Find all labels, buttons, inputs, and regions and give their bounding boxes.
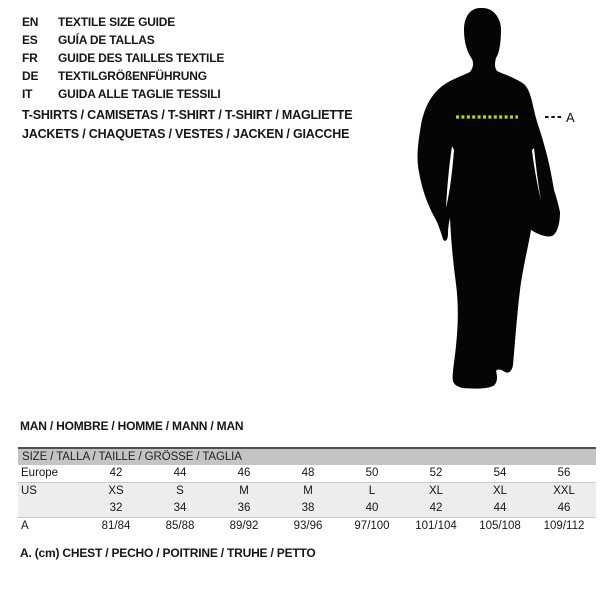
- man-silhouette-path: [418, 8, 560, 389]
- size-cell: XL: [428, 485, 444, 497]
- size-cell: 34: [173, 502, 187, 514]
- section-heading-man: MAN / HOMBRE / HOMME / MANN / MAN: [20, 419, 244, 433]
- category-line-jackets: JACKETS / CHAQUETAS / VESTES / JACKEN / GIACCHE: [22, 127, 350, 141]
- language-row: [22, 13, 224, 31]
- size-cell: 109/112: [543, 520, 585, 532]
- size-cell: M: [239, 485, 249, 497]
- size-cell: 105/108: [479, 520, 521, 532]
- language-row: [22, 67, 224, 85]
- row-label: A: [21, 520, 29, 532]
- table-row-us: [18, 482, 596, 500]
- size-cell: 32: [109, 502, 123, 514]
- size-cell: 42: [429, 502, 443, 514]
- size-cell: 54: [493, 467, 507, 479]
- man-silhouette-svg: [410, 0, 600, 400]
- measure-label-a: A: [566, 110, 575, 125]
- size-cell: 36: [237, 502, 251, 514]
- table-row-chest-cm: [18, 517, 596, 535]
- size-cell: XS: [108, 485, 124, 497]
- language-code: FR: [22, 51, 38, 65]
- table-row-numeric: [18, 500, 596, 517]
- language-code: EN: [22, 15, 39, 29]
- language-row: [22, 49, 224, 67]
- language-title: GUIDE DES TAILLES TEXTILE: [58, 51, 225, 65]
- size-cell: 46: [237, 467, 251, 479]
- size-cell: S: [176, 485, 184, 497]
- size-cell: 101/104: [415, 520, 457, 532]
- size-cell: 46: [557, 502, 571, 514]
- size-cell: 89/92: [229, 520, 259, 532]
- language-title: GUÍA DE TALLAS: [58, 33, 155, 47]
- garment-categories: [22, 106, 352, 144]
- size-cell: XL: [492, 485, 508, 497]
- size-table-header: SIZE / TALLA / TAILLE / GRÖSSE / TAGLIA: [18, 449, 596, 465]
- language-title: TEXTILE SIZE GUIDE: [58, 15, 176, 29]
- size-cell: M: [303, 485, 313, 497]
- language-row: [22, 31, 224, 49]
- language-code: IT: [22, 87, 33, 101]
- size-cell: 44: [173, 467, 187, 479]
- size-cell: 52: [429, 467, 443, 479]
- man-silhouette-figure: [410, 0, 600, 400]
- row-label: [18, 500, 84, 517]
- language-title: TEXTILGRÖßENFÜHRUNG: [58, 69, 207, 83]
- size-cell: 44: [493, 502, 507, 514]
- size-cell: XXL: [553, 485, 575, 497]
- category-line-tshirts: T-SHIRTS / CAMISETAS / T-SHIRT / T-SHIRT / MAGLIETTE: [22, 108, 353, 122]
- chest-measure-footnote: A. (cm) CHEST / PECHO / POITRINE / TRUHE / PETTO: [20, 546, 316, 560]
- row-label: US: [21, 485, 37, 497]
- row-label: Europe: [21, 467, 59, 479]
- table-row-europe: [18, 465, 596, 482]
- size-cell: L: [368, 485, 376, 497]
- language-code: ES: [22, 33, 38, 47]
- size-cell: 56: [557, 467, 571, 479]
- size-table: [18, 447, 596, 535]
- size-cell: 50: [365, 467, 379, 479]
- language-code: DE: [22, 69, 39, 83]
- size-cell: 93/96: [293, 520, 323, 532]
- size-cell: 48: [301, 467, 315, 479]
- size-cell: 40: [365, 502, 379, 514]
- size-cell: 42: [109, 467, 123, 479]
- size-cell: 97/100: [354, 520, 390, 532]
- size-cell: 38: [301, 502, 315, 514]
- language-title-list: [22, 13, 224, 103]
- language-title: GUIDA ALLE TAGLIE TESSILI: [58, 87, 221, 101]
- size-cell: 85/88: [165, 520, 195, 532]
- language-row: [22, 85, 224, 103]
- size-cell: 81/84: [101, 520, 131, 532]
